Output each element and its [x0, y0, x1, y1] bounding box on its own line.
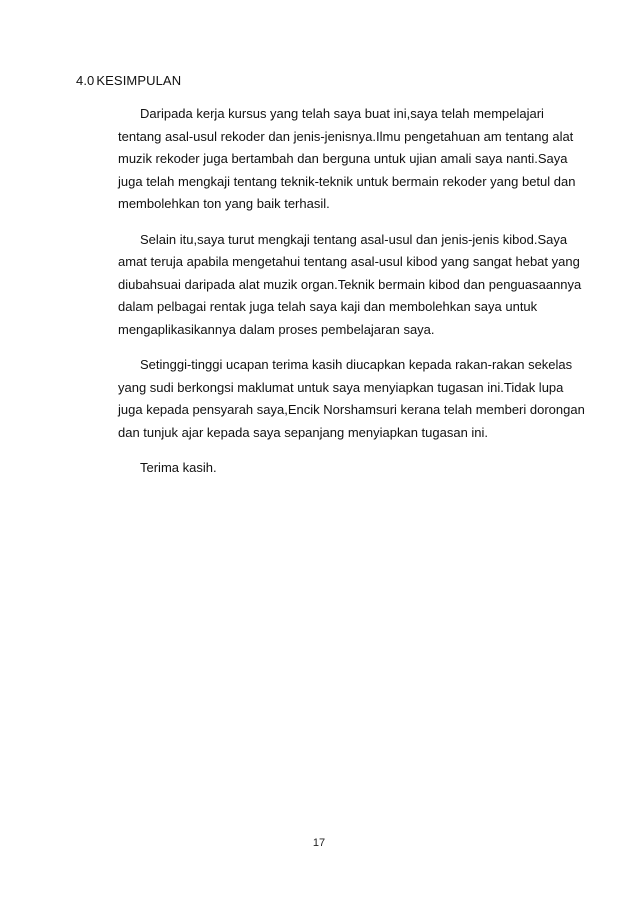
paragraph-4 — [96, 457, 566, 480]
paragraph-2 — [96, 229, 582, 342]
paragraph-3 — [96, 354, 585, 444]
conclusion-body — [96, 103, 585, 493]
paragraph-line: juga kepada pensyarah saya,Encik Norshamsuri kerana telah memberi dorongan — [118, 402, 585, 417]
section-number: 4.0 — [76, 73, 95, 88]
paragraph-line: Terima kasih. — [140, 460, 217, 475]
paragraph-line: amat teruja apabila mengetahui tentang asal-usul kibod yang sangat hebat yang — [118, 254, 580, 269]
paragraph-line: membolehkan ton yang baik terhasil. — [118, 196, 330, 211]
paragraph-line: juga telah mengkaji tentang teknik-teknik untuk bermain rekoder yang betul dan — [118, 173, 576, 189]
paragraph-line: tentang asal-usul rekoder dan jenis-jenisnya.Ilmu pengetahuan am tentang alat — [118, 128, 574, 144]
section-title: KESIMPULAN — [96, 73, 182, 88]
paragraph-line: diubahsuai daripada alat muzik organ.Teknik bermain kibod dan penguasaannya — [118, 276, 582, 292]
paragraph-line: Setinggi-tinggi ucapan terima kasih diucapkan kepada rakan-rakan sekelas — [140, 357, 573, 372]
paragraph-line: mengaplikasikannya dalam proses pembelajaran saya. — [118, 321, 435, 337]
paragraph-1 — [96, 103, 576, 216]
paragraph-line: Daripada kerja kursus yang telah saya buat ini,saya telah mempelajari — [140, 106, 544, 121]
section-heading — [76, 73, 181, 88]
paragraph-line: Selain itu,saya turut mengkaji tentang asal-usul dan jenis-jenis kibod.Saya — [140, 231, 568, 247]
paragraph-line: muzik rekoder juga bertambah dan berguna untuk ujian amali saya nanti.Saya — [118, 151, 568, 166]
paragraph-line: yang sudi berkongsi maklumat untuk saya menyiapkan tugasan ini.Tidak lupa — [118, 379, 564, 395]
paragraph-line: dalam pelbagai rentak juga telah saya kaji dan membolehkan saya untuk — [118, 299, 538, 314]
page-number: 17 — [312, 837, 326, 849]
paragraph-line: dan tunjuk ajar kepada saya sepanjang menyiapkan tugasan ini. — [118, 424, 489, 440]
